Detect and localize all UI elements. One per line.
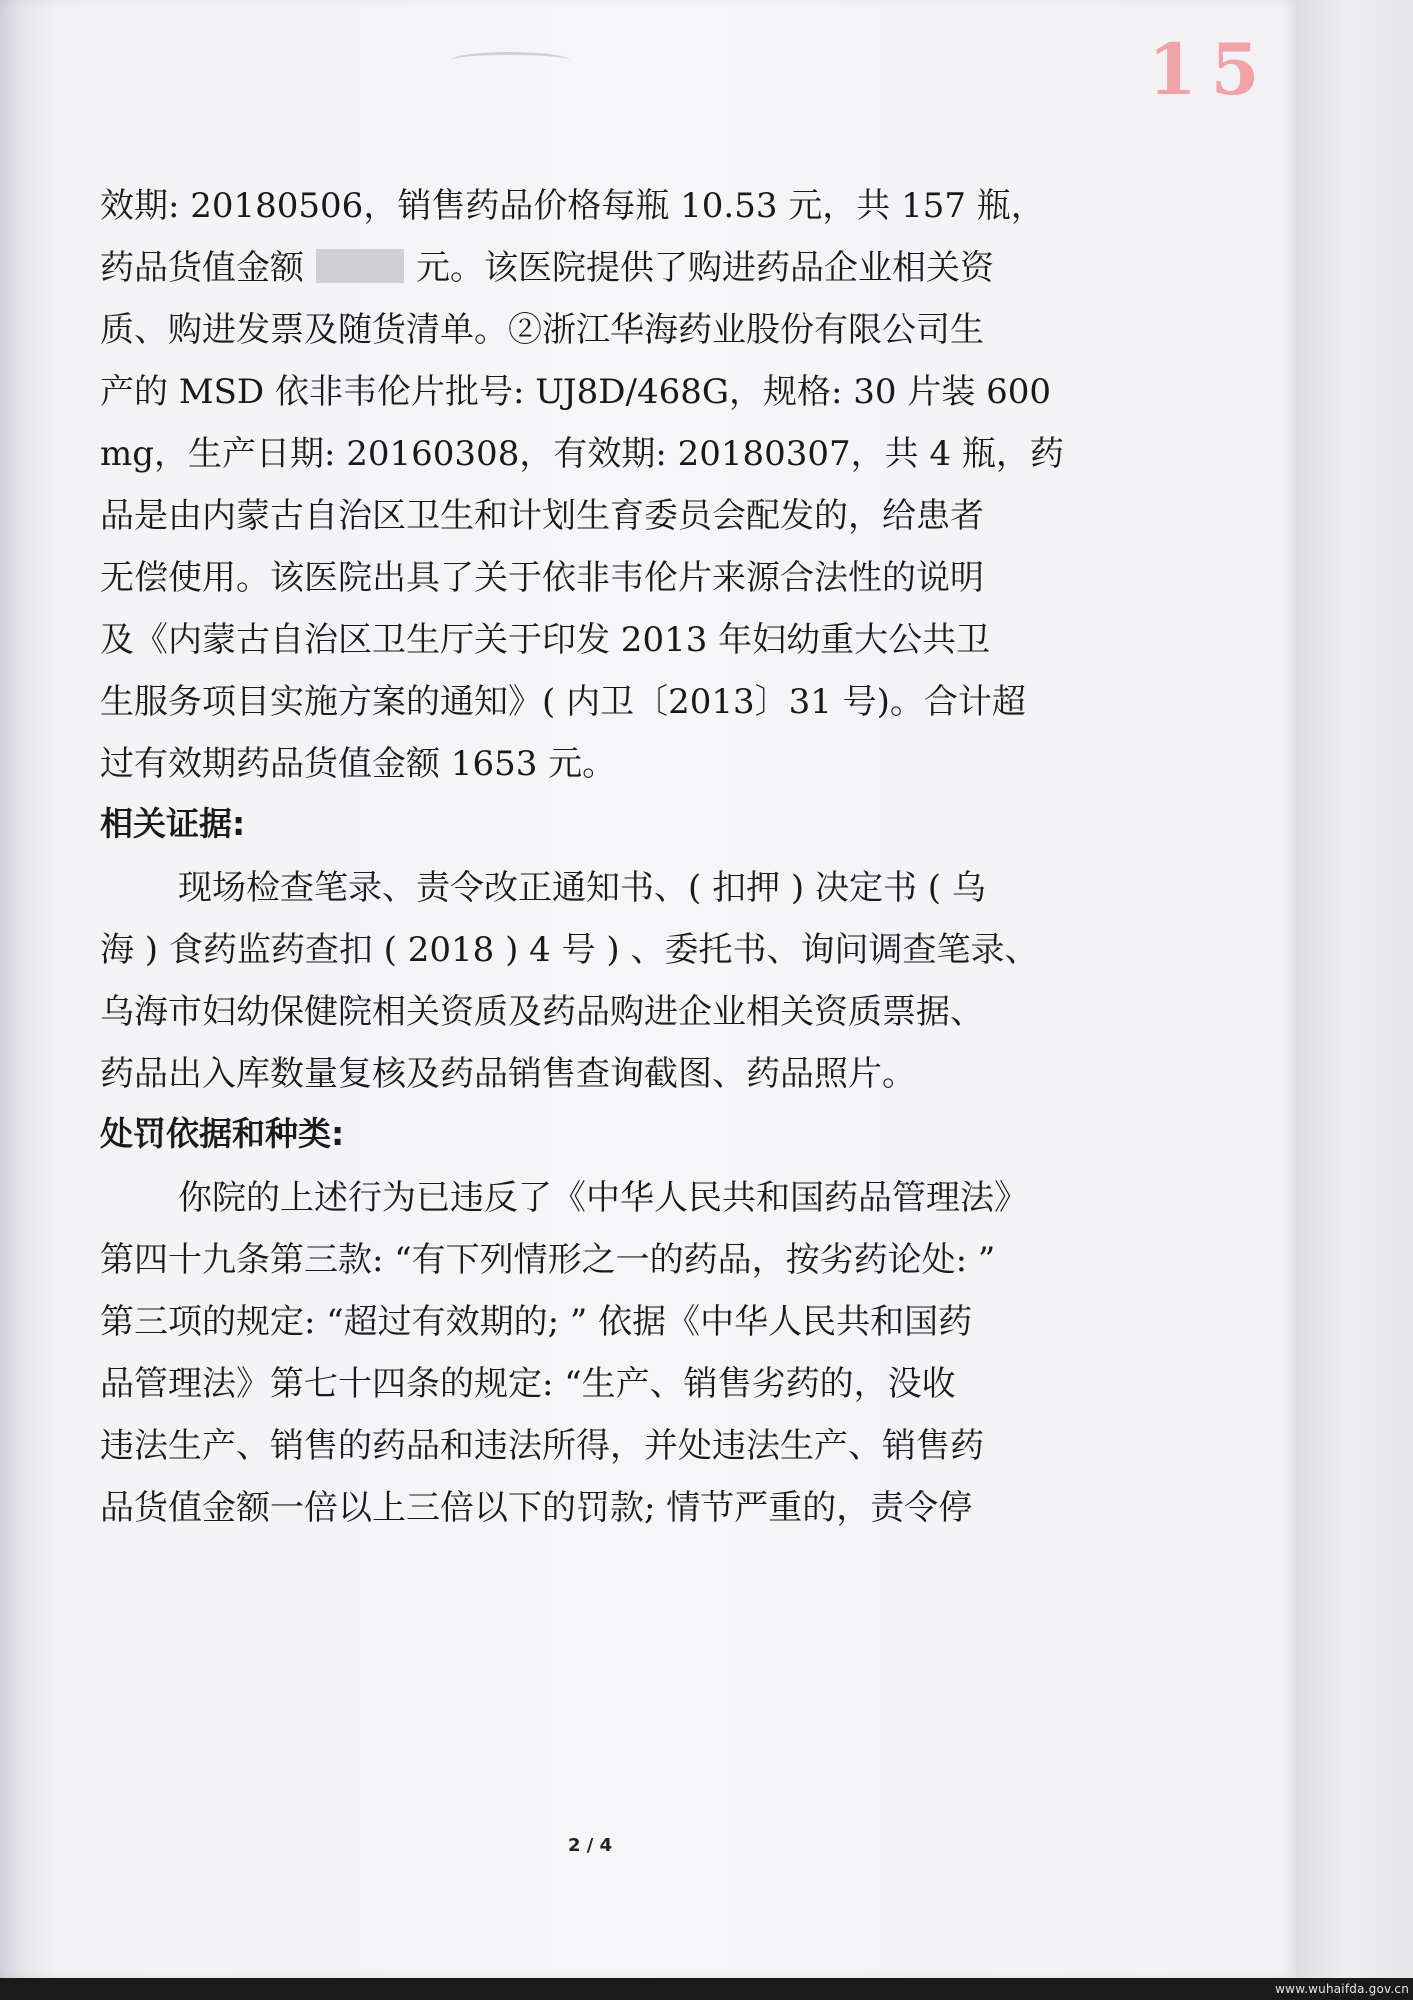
text-line-1: 效期: 20180506，销售药品价格每瓶 10.53 元，共 157 瓶， — [100, 186, 1045, 226]
bottom-bar — [0, 1978, 1413, 2000]
text-line-3: 质、购进发票及随货清单。②浙江华海药业股份有限公司生 — [100, 310, 984, 350]
page-stamp-number: 15 — [1148, 28, 1274, 111]
text-line-6: 品是由内蒙古自治区卫生和计划生育委员会配发的，给患者 — [100, 496, 984, 536]
heading-evidence: 相关证据: — [100, 804, 246, 843]
evidence-line-4: 药品出入库数量复核及药品销售查询截图、药品照片。 — [100, 1054, 916, 1094]
heading-penalty: 处罚依据和种类: — [100, 1114, 345, 1153]
redacted-amount — [316, 249, 404, 283]
scanner-margin — [1296, 0, 1413, 1978]
penalty-line-1: 你院的上述行为已违反了《中华人民共和国药品管理法》 — [178, 1178, 1028, 1218]
penalty-line-5: 违法生产、销售的药品和违法所得，并处违法生产、销售药 — [100, 1426, 984, 1466]
penalty-line-2: 第四十九条第三款: “有下列情形之一的药品，按劣药论处: ” — [100, 1240, 996, 1280]
text-line-7: 无偿使用。该医院出具了关于依非韦伦片来源合法性的说明 — [100, 558, 984, 598]
evidence-line-3: 乌海市妇幼保健院相关资质及药品购进企业相关资质票据、 — [100, 992, 984, 1032]
text-line-2-before: 药品货值金额 — [100, 248, 304, 288]
penalty-line-3: 第三项的规定: “超过有效期的; ” 依据《中华人民共和国药 — [100, 1302, 973, 1342]
text-line-2 — [100, 240, 994, 289]
ink-smudge — [450, 52, 570, 69]
text-line-9: 生服务项目实施方案的通知》( 内卫〔2013〕31 号)。合计超 — [100, 682, 1026, 722]
text-line-4: 产的 MSD 依非韦伦片批号: UJ8D/468G，规格: 30 片装 600 — [100, 372, 1052, 412]
text-line-8: 及《内蒙古自治区卫生厅关于印发 2013 年妇幼重大公共卫 — [100, 620, 991, 660]
page-number: 2 / 4 — [568, 1835, 613, 1856]
text-line-10: 过有效期药品货值金额 1653 元。 — [100, 744, 617, 784]
penalty-line-6: 品货值金额一倍以上三倍以下的罚款; 情节严重的，责令停 — [100, 1488, 973, 1528]
text-line-5: mg，生产日期: 20160308，有效期: 20180307，共 4 瓶，药 — [100, 434, 1064, 474]
text-line-2-after: 元。该医院提供了购进药品企业相关资 — [416, 248, 994, 288]
evidence-line-2: 海 ) 食药监药查扣 ( 2018 ) 4 号 ) 、委托书、询问调查笔录、 — [100, 930, 1039, 970]
evidence-line-1: 现场检查笔录、责令改正通知书、( 扣押 ) 决定书 ( 乌 — [178, 868, 986, 908]
penalty-line-4: 品管理法》第七十四条的规定: “生产、销售劣药的，没收 — [100, 1364, 956, 1404]
site-watermark: www.wuhaifda.gov.cn — [1275, 1982, 1409, 1996]
